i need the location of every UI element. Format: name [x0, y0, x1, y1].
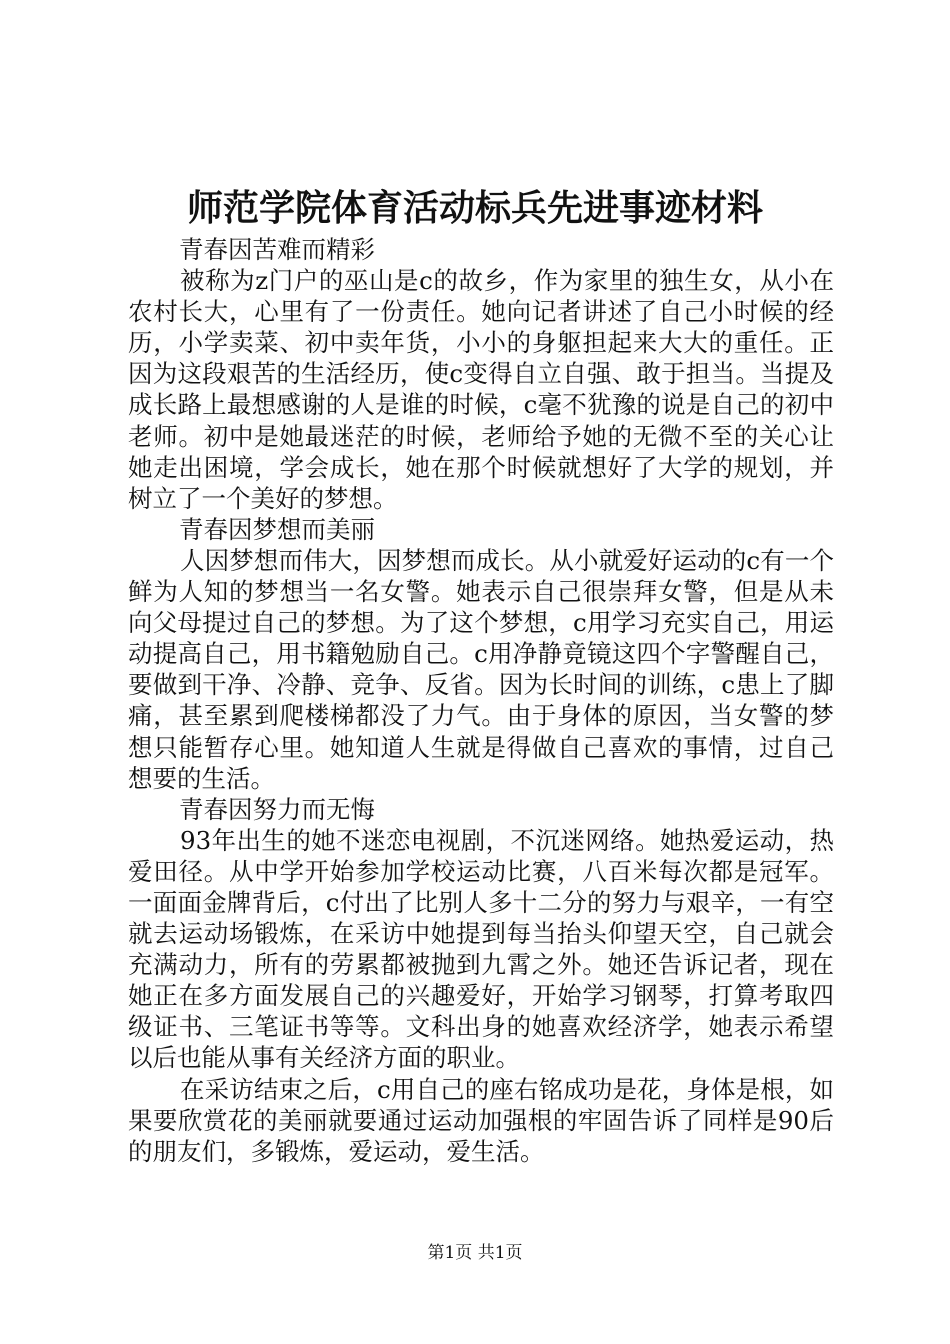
section-heading: 青春因梦想而美丽 — [179, 514, 375, 544]
section-paragraph: 93年出生的她不迷恋电视剧，不沉迷网络。她热爱运动，热爱田径。从中学开始参加学校运动比赛，八百米每次都是冠军。一面面金牌背后，c付出了比别人多十二分的努力与艰辛，一有空就去运动场锻炼，在采访中她提到每当抬头仰望天空，自己就会充满动力，所有的劳累都被抛到九霄之外。她还告诉记者，现在她正在多方面发展自己的兴趣爱好，开始学习钢琴，打算考取四级证书、三笔证书等等。文科出身的她喜欢经济学，她表示希望以后也能从事有关经济方面的职业。 — [128, 825, 834, 1073]
section-heading: 青春因努力而无悔 — [179, 794, 375, 824]
document-body — [128, 234, 834, 1167]
section-heading: 青春因苦难而精彩 — [179, 235, 375, 264]
document-title: 师范学院体育活动标兵先进事迹材料 — [186, 187, 763, 229]
section-paragraph: 人因梦想而伟大，因梦想而成长。从小就爱好运动的c有一个鲜为人知的梦想当一名女警。她表示自己很崇拜女警，但是从未向父母提过自己的梦想。为了这个梦想，c用学习充实自己，用运动提高自己，用书籍勉励自己。c用净静竟镜这四个字警醒自己，要做到干净、冷静、竞争、反省。因为长时间的训练，c患上了脚痛，甚至累到爬楼梯都没了力气。由于身体的原因，当女警的梦想只能暂存心里。她知道人生就是得做自己喜欢的事情，过自己想要的生活。 — [128, 545, 834, 793]
page-number-footer: 第1页 共1页 — [427, 1243, 523, 1263]
section-paragraph: 被称为z门户的巫山是c的故乡，作为家里的独生女，从小在农村长大，心里有了一份责任。她向记者讲述了自己小时候的经历，小学卖菜、初中卖年货，小小的身躯担起来大大的重任。正因为这段艰苦的生活经历，使c变得自立自强、敢于担当。当提及成长路上最想感谢的人是谁的时候，c毫不犹豫的说是自己的初中老师。初中是她最迷茫的时候，老师给予她的无微不至的关心让她走出困境，学会成长，她在那个时候就想好了大学的规划，并树立了一个美好的梦想。 — [128, 266, 834, 513]
closing-paragraph: 在采访结束之后，c用自己的座右铭成功是花，身体是根，如果要欣赏花的美丽就要通过运动加强根的牢固告诉了同样是90后的朋友们，多锻炼，爱运动，爱生活。 — [128, 1074, 834, 1166]
